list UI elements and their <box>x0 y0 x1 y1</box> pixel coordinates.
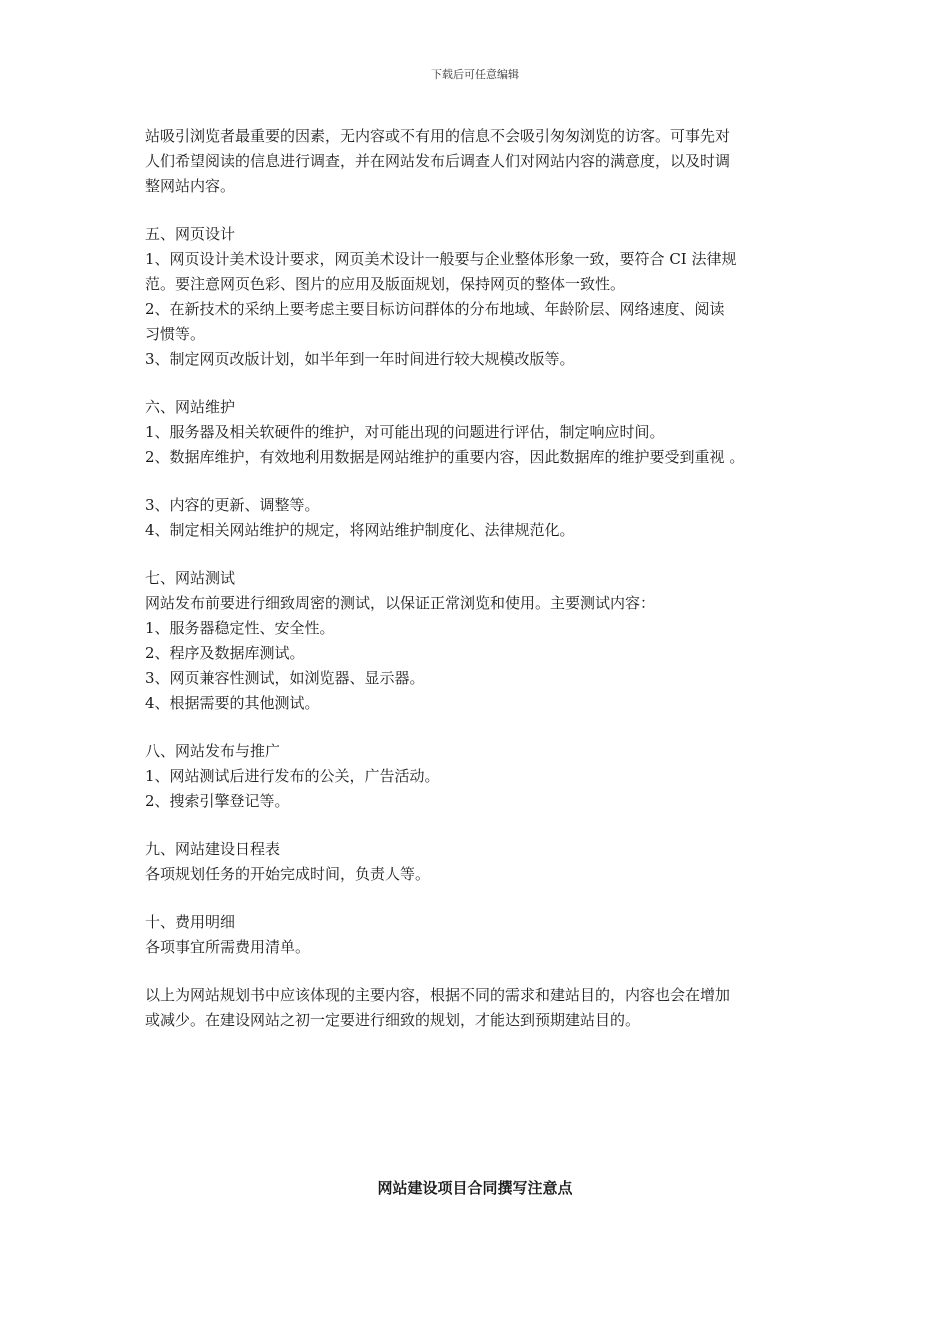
document-body <box>145 124 810 1033</box>
section-line: 4、制定相关网站维护的规定，将网站维护制度化、法律规范化。 <box>145 521 575 539</box>
section-line: 习惯等。 <box>145 325 206 343</box>
section-heading: 七、网站测试 <box>145 569 236 587</box>
section-line: 2、程序及数据库测试。 <box>145 644 305 662</box>
intro-line: 站吸引浏览者最重要的因素，无内容或不有用的信息不会吸引匆匆浏览的访客。可事先对 <box>145 127 731 145</box>
section-line: 各项规划任务的开始完成时间，负责人等。 <box>145 865 431 883</box>
section-line: 1、服务器及相关软硬件的维护，对可能出现的问题进行评估，制定响应时间。 <box>145 423 665 441</box>
section-line: 1、服务器稳定性、安全性。 <box>145 619 335 637</box>
section-line: 各项事宜所需费用清单。 <box>145 938 311 956</box>
conclusion-line: 或减少。在建设网站之初一定要进行细致的规划，才能达到预期建站目的。 <box>145 1011 641 1029</box>
section-heading: 九、网站建设日程表 <box>145 840 281 858</box>
section-line: 4、根据需要的其他测试。 <box>145 694 320 712</box>
section-line: 网站发布前要进行细致周密的测试，以保证正常浏览和使用。主要测试内容： <box>145 594 656 612</box>
section-line: 3、网页兼容性测试，如浏览器、显示器。 <box>145 669 425 687</box>
section-line: 2、数据库维护，有效地利用数据是网站维护的重要内容，因此数据库的维护要受到重视 。 <box>145 448 745 466</box>
page-header: 下载后可任意编辑 <box>431 68 519 81</box>
intro-line: 人们希望阅读的信息进行调查，并在网站发布后调查人们对网站内容的满意度，以及时调 <box>145 152 731 170</box>
section-line: 范。要注意网页色彩、图片的应用及版面规划，保持网页的整体一致性。 <box>145 275 626 293</box>
section-line: 2、在新技术的采纳上要考虑主要目标访问群体的分布地域、年龄阶层、网络速度、阅读 <box>145 300 725 318</box>
section-heading: 五、网页设计 <box>145 225 236 243</box>
section-line: 3、内容的更新、调整等。 <box>145 496 320 514</box>
section-line: 3、制定网页改版计划，如半年到一年时间进行较大规模改版等。 <box>145 350 575 368</box>
section-heading: 六、网站维护 <box>145 398 236 416</box>
section-line: 1、网站测试后进行发布的公关，广告活动。 <box>145 767 440 785</box>
next-section-title: 网站建设项目合同撰写注意点 <box>377 1179 573 1197</box>
conclusion-line: 以上为网站规划书中应该体现的主要内容，根据不同的需求和建站目的，内容也会在增加 <box>145 986 731 1004</box>
section-line: 2、搜索引擎登记等。 <box>145 792 290 810</box>
intro-line: 整网站内容。 <box>145 177 236 195</box>
section-heading: 十、费用明细 <box>145 913 236 931</box>
section-line: 1、网页设计美术设计要求，网页美术设计一般要与企业整体形象一致，要符合 CI 法律规 <box>145 250 737 268</box>
section-heading: 八、网站发布与推广 <box>145 742 281 760</box>
